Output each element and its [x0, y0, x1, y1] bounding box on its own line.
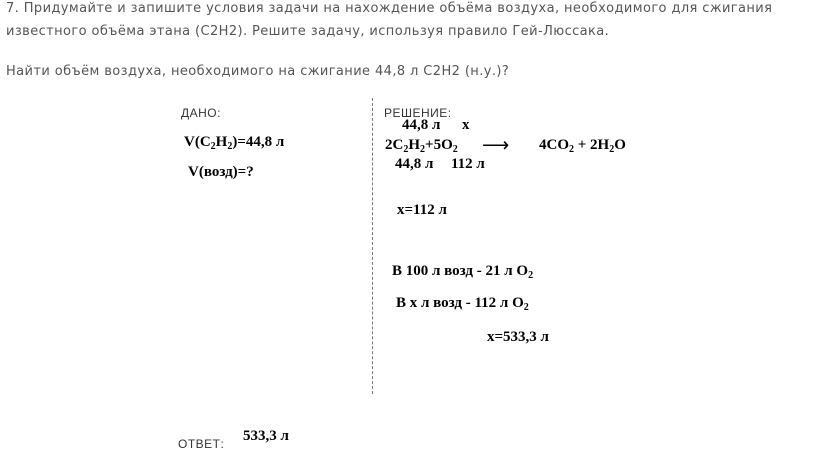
- below-oxygen-volume: 112 л: [451, 156, 485, 172]
- reaction-reactants: $2C_2H_2+5O_2$: [385, 137, 458, 155]
- task-line-1: 7. Придумайте и запишите условия задачи на нахождение объёма воздуха, необходимого для сжигания: [6, 1, 773, 16]
- task-line-2: известного объёма этана (С2Н2). Решите задачу, используя правило Гей-Люссака.: [6, 24, 610, 39]
- task-question: Найти объём воздуха, необходимого на сжигание 44,8 л С2Н2 (н.у.)?: [6, 64, 510, 79]
- above-reactant-volume: 44,8 л: [402, 117, 441, 133]
- given-header: ДАНО:: [181, 106, 221, 120]
- proportion-line-2: В x л возд - 112 л $O_2$: [396, 295, 529, 313]
- divider-line: [372, 98, 373, 394]
- reaction-arrow: ⟶: [482, 135, 510, 156]
- proportion-line-1: В 100 л возд - 21 л $O_2$: [392, 263, 534, 281]
- reaction-products: $4CO_2 + 2H_2O$: [539, 137, 626, 155]
- x-result: x=112 л: [397, 202, 447, 218]
- given-find: V(возд)=?: [188, 164, 254, 180]
- below-reactant-volume: 44,8 л: [395, 156, 434, 172]
- answer-value: 533,3 л: [243, 428, 289, 444]
- given-volume: $V(C_2H_2)=44,8$ л: [184, 134, 285, 152]
- final-x: x=533,3 л: [487, 329, 549, 345]
- answer-label: ОТВЕТ:: [178, 437, 225, 451]
- above-oxygen-unknown: x: [462, 117, 470, 133]
- solution-header: РЕШЕНИЕ:: [384, 106, 452, 120]
